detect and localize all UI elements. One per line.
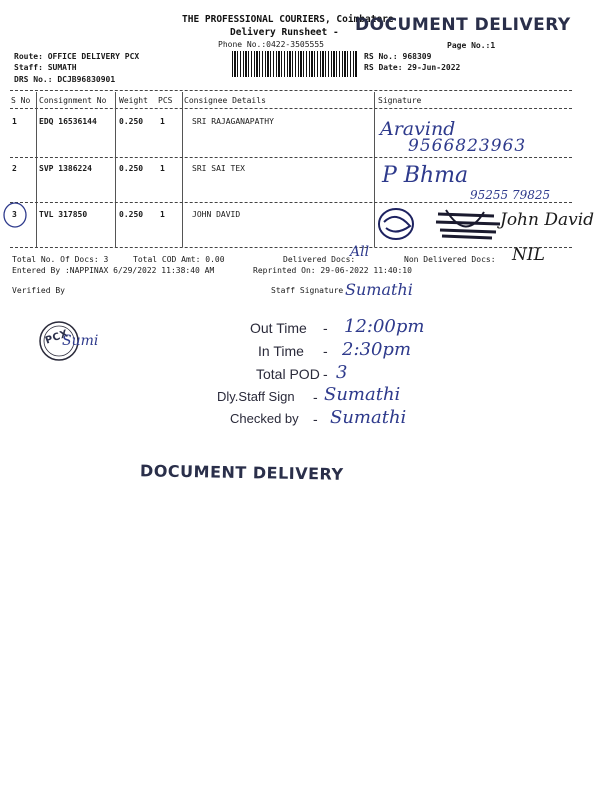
row3-pcs: 1 (160, 210, 165, 219)
row1-weight: 0.250 (119, 117, 144, 126)
company-name: THE PROFESSIONAL COURIERS, Coimbatore (182, 14, 394, 25)
row1-pcs: 1 (160, 117, 165, 126)
row3-consignment: TVL 317850 (39, 210, 88, 219)
col-pcs: PCS (158, 96, 173, 105)
col-consignment: Consignment No (39, 96, 107, 105)
page-number: Page No.:1 (447, 41, 496, 50)
total-pod-sep: - (323, 366, 328, 382)
in-time-sep: - (323, 343, 328, 359)
not-delivered-count-hand: NIL (512, 245, 545, 265)
rs-date: RS Date: 29-Jun-2022 (364, 63, 461, 72)
row2-sig-name: P Bhma (382, 163, 469, 188)
table-bottom-rule (10, 247, 572, 248)
pcx-stamp-text: PCX (43, 328, 71, 347)
out-time-label: Out Time (250, 320, 307, 336)
row3-scribble-icon (376, 202, 506, 246)
row2-weight: 0.250 (119, 164, 144, 173)
col-divider (374, 92, 375, 247)
row1-consignee: SRI RAJAGANAPATHY (192, 117, 274, 126)
staff-signature-label: Staff Signature (271, 286, 344, 295)
entered-by: Entered By :NAPPINAX 6/29/2022 11:38:40 AM (12, 266, 215, 275)
col-divider (36, 92, 37, 247)
col-sno: S No (11, 96, 31, 105)
row1-consignment: EDQ 16536144 (39, 117, 97, 126)
in-time-value: 2:30pm (342, 339, 412, 360)
row2-sno: 2 (12, 164, 17, 173)
phone-number: Phone No.:0422-3505555 (218, 40, 324, 49)
row1-sno: 1 (12, 117, 17, 126)
col-consignee: Consignee Details (184, 96, 266, 105)
row2-consignment: SVP 1386224 (39, 164, 92, 173)
row1-rule (10, 157, 572, 158)
total-docs: Total No. Of Docs: 3 (12, 255, 109, 264)
row3-consignee: JOHN DAVID (192, 210, 241, 219)
dly-staff-sign-label: Dly.Staff Sign (217, 389, 295, 404)
col-divider (115, 92, 116, 247)
staff-signature-hand: Sumathi (345, 280, 413, 299)
row2-pcs: 1 (160, 164, 165, 173)
dly-staff-sign-sep: - (313, 389, 318, 405)
rs-number: RS No.: 968309 (364, 52, 432, 61)
document-delivery-stamp-bottom: DOCUMENT DELIVERY (139, 461, 344, 484)
col-signature: Signature (378, 96, 422, 105)
col-divider (182, 92, 183, 247)
row1-sig-phone: 9566823963 (408, 136, 527, 156)
checked-by-sep: - (313, 411, 318, 427)
total-pod-label: Total POD (256, 366, 320, 382)
delivered-count-hand: All (350, 244, 370, 260)
checked-by-value: Sumathi (330, 407, 407, 428)
reprinted-on: Reprinted On: 29-06-2022 11:40:10 (253, 266, 412, 275)
delivered-docs: Delivered Docs: (283, 255, 356, 264)
row2-consignee: SRI SAI TEX (192, 164, 245, 173)
row3-weight: 0.250 (119, 210, 144, 219)
barcode (232, 51, 357, 77)
row2-sig-phone: 95255 79825 (470, 188, 551, 202)
row3-sig-name: John David (500, 210, 595, 230)
checked-by-label: Checked by (230, 411, 299, 426)
verified-by: Verified By (12, 286, 65, 295)
drs-number: DRS No.: DCJB96830901 (14, 75, 116, 84)
table-header-rule (10, 108, 572, 109)
route: Route: OFFICE DELIVERY PCX (14, 52, 140, 61)
non-delivered-docs: Non Delivered Docs: (404, 255, 496, 264)
total-cod: Total COD Amt: 0.00 (133, 255, 225, 264)
document-delivery-stamp-top: DOCUMENT DELIVERY (355, 15, 571, 35)
out-time-sep: - (323, 320, 328, 336)
row1-sig-name: Aravind (380, 118, 456, 140)
doc-title: Delivery Runsheet - (230, 27, 339, 38)
in-time-label: In Time (258, 343, 304, 359)
row3-sno: 3 (12, 210, 17, 219)
total-pod-value: 3 (336, 362, 348, 383)
table-top-rule (10, 90, 572, 91)
col-weight: Weight (119, 96, 148, 105)
pcx-initials: Sumi (62, 333, 99, 349)
dly-staff-sign-value: Sumathi (324, 384, 401, 405)
out-time-value: 12:00pm (344, 316, 425, 337)
staff: Staff: SUMATH (14, 63, 77, 72)
